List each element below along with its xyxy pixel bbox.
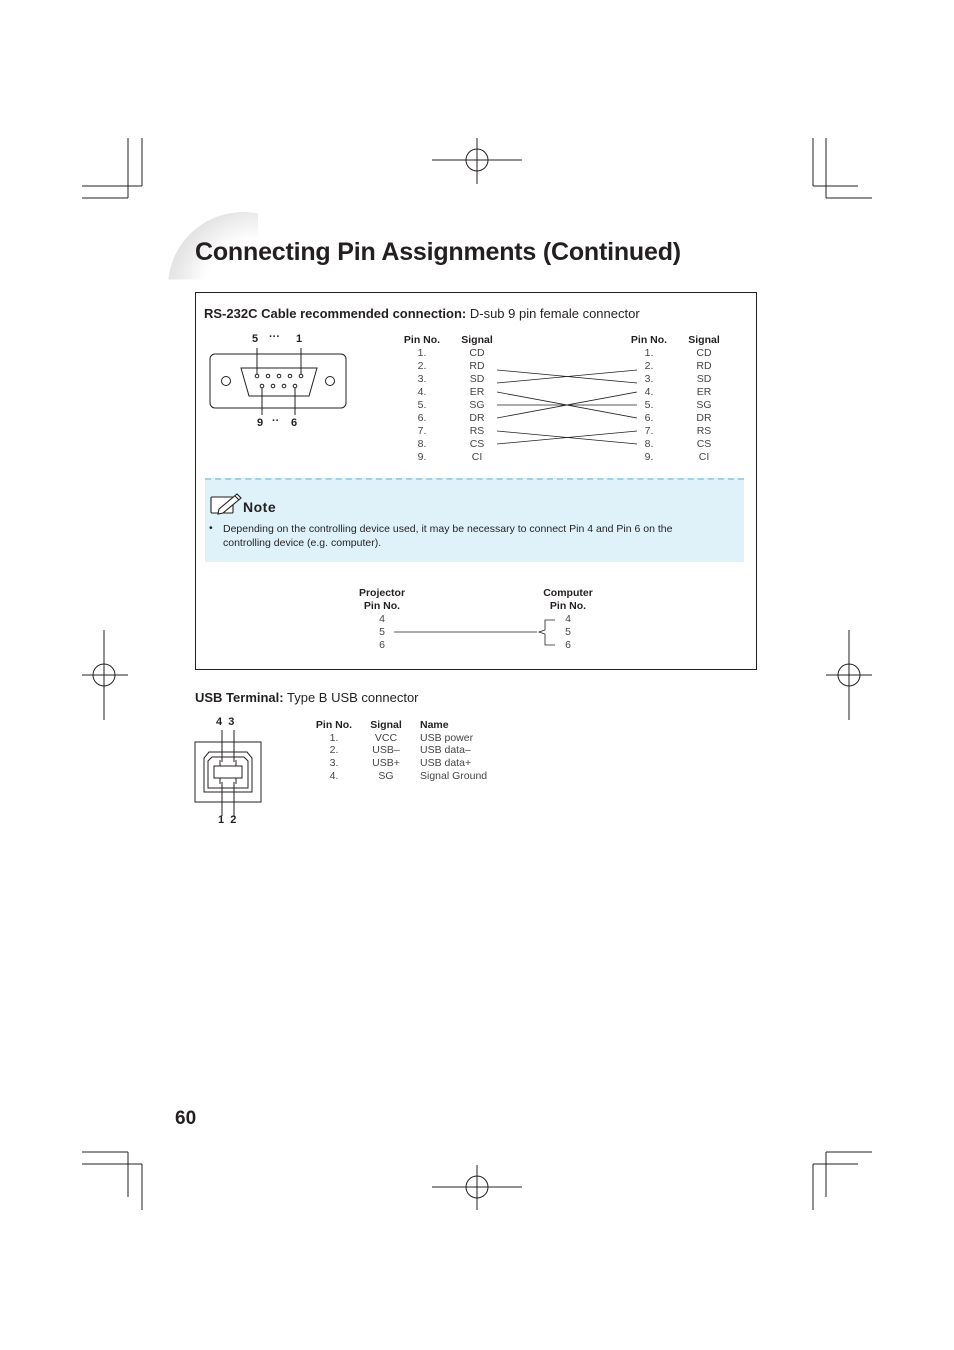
dsub-label-top-dots: ··· bbox=[269, 331, 280, 343]
dsub-label-1: 1 bbox=[296, 333, 303, 345]
left-signal: CS bbox=[469, 438, 485, 450]
left-pin: 9. bbox=[417, 451, 427, 463]
usb-pin: 3. bbox=[329, 757, 339, 770]
dsub-label-9: 9 bbox=[257, 417, 264, 429]
left-signal: CD bbox=[469, 347, 485, 359]
left-pin-header: Pin No. bbox=[403, 334, 441, 346]
rs232-heading-rest: D-sub 9 pin female connector bbox=[466, 306, 640, 321]
note-bullet: • bbox=[209, 522, 213, 534]
left-signal-column bbox=[456, 334, 498, 464]
computer-label-pin: Pin No. bbox=[549, 600, 587, 612]
projector-pin: 5 bbox=[379, 626, 385, 638]
rs232-heading bbox=[204, 306, 640, 321]
pencil-note-icon bbox=[209, 491, 243, 517]
right-signal: DR bbox=[696, 412, 712, 424]
usb-name-header: Name bbox=[420, 719, 449, 731]
left-pin: 6. bbox=[417, 412, 427, 424]
page-number: 60 bbox=[175, 1108, 197, 1129]
usb-type-b-connector-icon bbox=[194, 730, 264, 820]
right-signal: CD bbox=[696, 347, 712, 359]
right-signal: CI bbox=[698, 451, 710, 463]
right-pin: 6. bbox=[644, 412, 654, 424]
projector-label: Projector bbox=[358, 587, 406, 599]
computer-label: Computer bbox=[543, 587, 593, 599]
left-signal-header: Signal bbox=[461, 334, 493, 346]
usb-name: USB power bbox=[420, 731, 474, 744]
usb-signal: USB+ bbox=[372, 757, 400, 770]
usb-name-column bbox=[420, 719, 520, 782]
crossover-wiring bbox=[495, 360, 640, 450]
usb-heading-bold: USB Terminal: bbox=[195, 690, 284, 705]
usb-name: USB data– bbox=[420, 744, 471, 757]
left-signal: RD bbox=[469, 360, 485, 372]
projector-pin: 6 bbox=[379, 639, 385, 651]
right-signal: ER bbox=[696, 386, 712, 398]
left-pin: 4. bbox=[417, 386, 427, 398]
right-pin: 3. bbox=[644, 373, 654, 385]
projector-label-pin: Pin No. bbox=[363, 600, 401, 612]
usb-pin: 4. bbox=[329, 769, 339, 782]
right-pin: 7. bbox=[644, 425, 654, 437]
usb-label-bottom: 1 2 bbox=[218, 814, 237, 826]
right-pin: 5. bbox=[644, 399, 654, 411]
usb-pin-header: Pin No. bbox=[315, 719, 353, 731]
usb-name: Signal Ground bbox=[420, 769, 488, 782]
dsub-label-6: 6 bbox=[291, 417, 298, 429]
usb-heading-rest: Type B USB connector bbox=[283, 690, 419, 705]
right-signal: SD bbox=[696, 373, 712, 385]
usb-name: USB data+ bbox=[420, 757, 472, 770]
right-signal: CS bbox=[696, 438, 712, 450]
right-pin-column bbox=[627, 334, 671, 464]
left-signal: DR bbox=[469, 412, 485, 424]
pin-bridge-wiring bbox=[390, 615, 560, 655]
dsub-label-bottom-dots: ·· bbox=[272, 415, 280, 427]
rs232-heading-bold: RS-232C Cable recommended connection: bbox=[204, 306, 467, 321]
right-pin: 1. bbox=[644, 347, 654, 359]
left-pin: 3. bbox=[417, 373, 427, 385]
left-pin: 7. bbox=[417, 425, 427, 437]
right-pin: 9. bbox=[644, 451, 654, 463]
right-pin: 4. bbox=[644, 386, 654, 398]
computer-pin: 6 bbox=[565, 639, 571, 651]
right-signal-column bbox=[683, 334, 725, 464]
note-text: Depending on the controlling device used, it may be necessary to connect Pin 4 and Pin 6 on the controlling device (e.g. computer). bbox=[223, 523, 673, 549]
usb-heading bbox=[195, 690, 419, 705]
usb-signal: SG bbox=[378, 769, 394, 782]
right-pin-header: Pin No. bbox=[630, 334, 668, 346]
left-signal: CI bbox=[471, 451, 483, 463]
right-pin: 8. bbox=[644, 438, 654, 450]
left-pin-column bbox=[400, 334, 444, 464]
left-pin: 5. bbox=[417, 399, 427, 411]
usb-label-top: 4 3 bbox=[216, 716, 235, 728]
usb-signal: VCC bbox=[374, 731, 398, 744]
usb-signal-column bbox=[366, 719, 406, 782]
left-pin: 2. bbox=[417, 360, 427, 372]
usb-pin-column bbox=[312, 719, 356, 782]
left-pin: 1. bbox=[417, 347, 427, 359]
left-signal: SG bbox=[469, 399, 485, 411]
right-signal: SG bbox=[696, 399, 712, 411]
note-title: Note bbox=[243, 499, 277, 515]
computer-pin: 5 bbox=[565, 626, 571, 638]
right-signal: RD bbox=[696, 360, 712, 372]
usb-signal: USB– bbox=[372, 744, 400, 757]
right-pin: 2. bbox=[644, 360, 654, 372]
page-title: Connecting Pin Assignments (Continued) bbox=[195, 238, 681, 266]
dsub9-connector-icon bbox=[205, 340, 350, 420]
usb-signal-header: Signal bbox=[370, 719, 402, 731]
computer-pin: 4 bbox=[565, 613, 571, 625]
right-signal: RS bbox=[696, 425, 712, 437]
left-signal: SD bbox=[469, 373, 485, 385]
left-signal: ER bbox=[469, 386, 485, 398]
usb-pin: 2. bbox=[329, 744, 339, 757]
right-signal-header: Signal bbox=[688, 334, 720, 346]
usb-pin: 1. bbox=[329, 731, 339, 744]
projector-pin: 4 bbox=[379, 613, 385, 625]
left-pin: 8. bbox=[417, 438, 427, 450]
dsub-label-5: 5 bbox=[252, 333, 259, 345]
left-signal: RS bbox=[469, 425, 485, 437]
